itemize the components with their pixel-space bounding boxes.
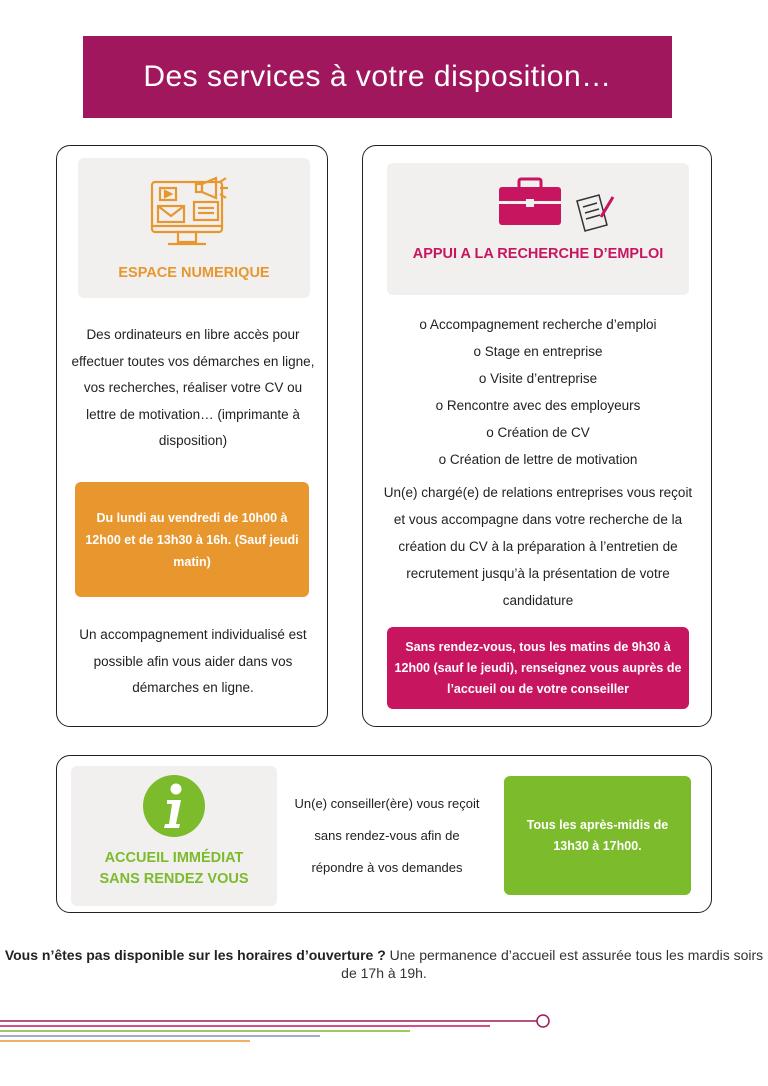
appui-emploi-card <box>362 145 712 727</box>
appui-emploi-list <box>363 311 713 473</box>
document-pen-icon <box>571 191 617 235</box>
espace-numerique-card <box>56 145 328 727</box>
list-item: o Création de lettre de motivation <box>438 452 638 467</box>
appui-emploi-hours <box>387 627 689 709</box>
footer-note <box>0 946 768 982</box>
list-item: o Accompagnement recherche d’emploi <box>419 317 657 332</box>
appui-emploi-title: APPUI A LA RECHERCHE D’EMPLOI <box>412 246 664 262</box>
computer-icon <box>146 172 242 256</box>
list-item: o Création de CV <box>486 425 590 440</box>
info-icon <box>142 774 206 838</box>
decorative-lines <box>0 1010 560 1050</box>
footer-text: Une permanence d’accueil est assurée tous les mardis soirs de 17h à 19h. <box>341 947 764 981</box>
footer-bold: Vous n’êtes pas disponible sur les horaires d’ouverture ? <box>4 947 386 963</box>
list-item: o Rencontre avec des employeurs <box>435 398 641 413</box>
espace-numerique-description: Des ordinateurs en libre accès pour effectuer toutes vos démarches en ligne, vos recherches, réaliser votre CV ou lettre de motivation… (imprimante à disposition) <box>71 327 315 448</box>
accueil-hours-text: Tous les après-midis de 13h30 à 17h00. <box>526 817 669 853</box>
espace-numerique-header <box>78 158 310 298</box>
espace-numerique-title: ESPACE NUMERIQUE <box>118 265 270 281</box>
page-banner <box>83 36 672 118</box>
accueil-description: Un(e) conseiller(ère) vous reçoit sans rendez-vous afin de répondre à vos demandes <box>294 796 480 875</box>
accueil-header <box>71 766 277 906</box>
appui-emploi-hours-text: Sans rendez-vous, tous les matins de 9h30 à 12h00 (sauf le jeudi), renseignez vous auprès de l’accueil ou de votre conseiller <box>394 639 682 696</box>
list-item: o Stage en entreprise <box>473 344 603 359</box>
list-item: o Visite d’entreprise <box>478 371 598 386</box>
appui-emploi-description: Un(e) chargé(e) de relations entreprises vous reçoit et vous accompagne dans votre recherche de la création du CV à la préparation à l’entretien de recrutement jusqu’à la présentation de votre candidature <box>383 485 693 608</box>
accueil-title: ACCUEIL IMMÉDIAT SANS RENDEZ VOUS <box>99 850 249 887</box>
accueil-card <box>56 755 712 913</box>
espace-numerique-hours <box>75 482 309 597</box>
page-title: Des services à votre disposition… <box>143 60 612 93</box>
accueil-hours <box>504 776 691 895</box>
espace-numerique-hours-text: Du lundi au vendredi de 10h00 à 12h00 et de 13h30 à 16h. (Sauf jeudi matin) <box>85 510 299 569</box>
espace-numerique-support: Un accompagnement individualisé est possible afin vous aider dans vos démarches en ligne. <box>79 627 307 695</box>
appui-emploi-header <box>387 163 689 295</box>
briefcase-icon <box>497 173 567 229</box>
